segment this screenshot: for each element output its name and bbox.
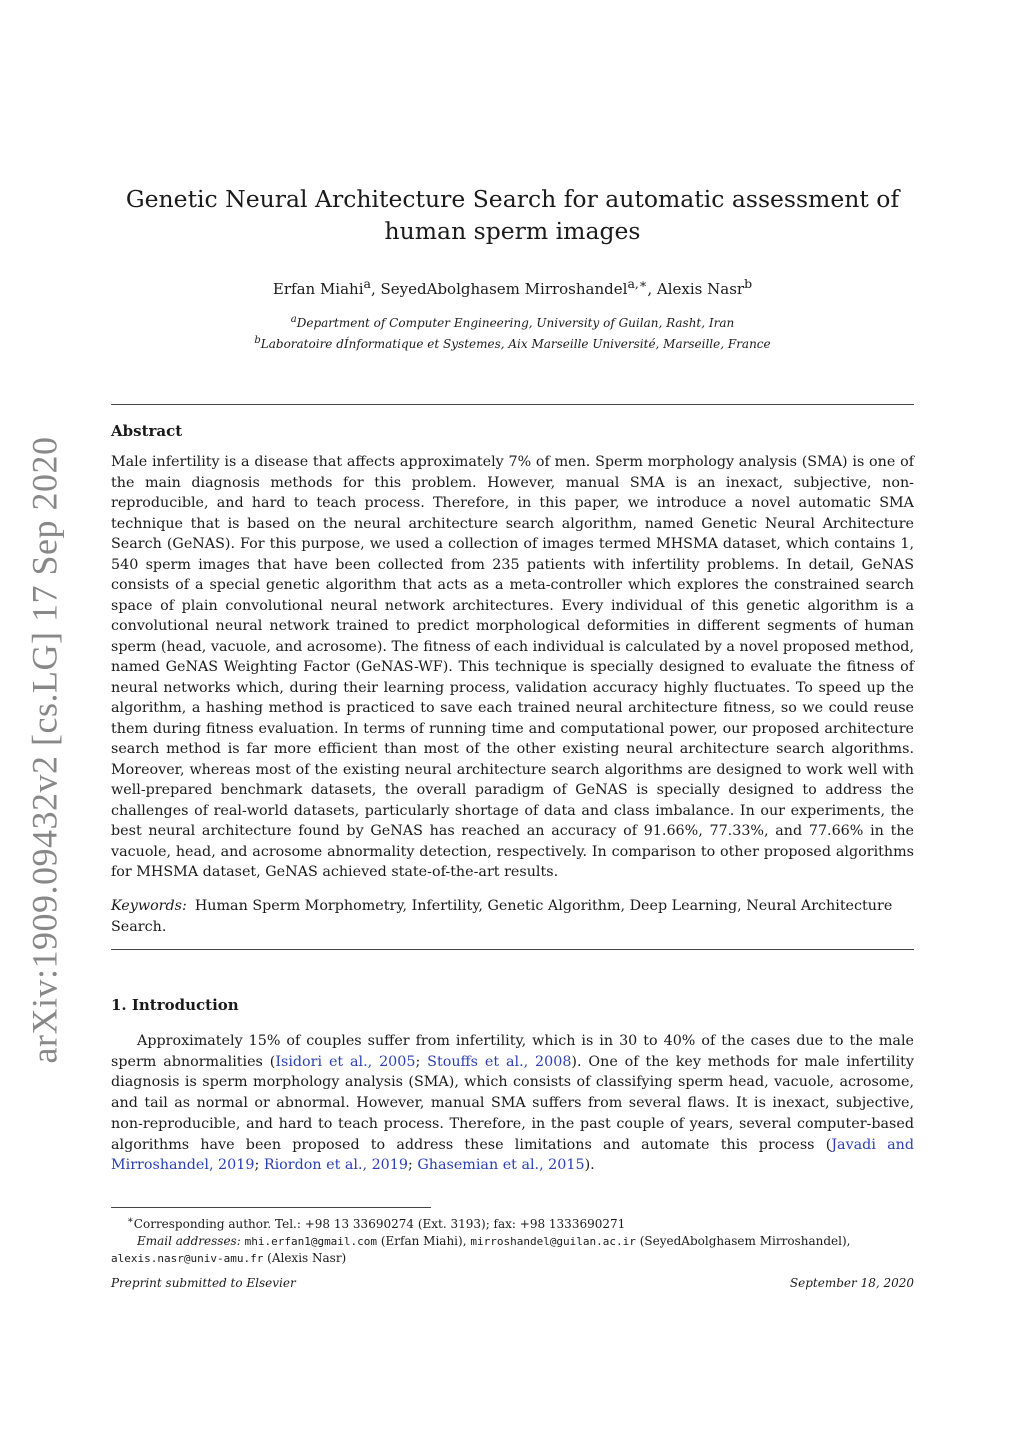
email-owner: (Alexis Nasr) — [263, 1251, 347, 1265]
author-name: Erfan Miahi — [272, 280, 364, 298]
intro-text: ). One of the key methods for male infertility diagnosis is sperm morphology analysis (SMA), which consists of classifying sperm head, vacuole, acrosome, and tail as normal or abnormal. However, manual SMA suffers from several flaws. It is inexact, subjective, non-reproducible, and hard to teach process. Therefore, in the past couple of years, several computer-based algorithms have been proposed to address these limitations and automate this process ( — [111, 1053, 914, 1153]
author-name: SeyedAbolghasem Mirroshandel — [380, 280, 628, 298]
author-affil-mark: b — [744, 276, 753, 291]
author-affil-mark: a — [363, 276, 371, 291]
author-affil-mark: a,∗ — [627, 276, 648, 291]
author-name: Alexis Nasr — [656, 280, 745, 298]
footnote-rule — [111, 1207, 431, 1208]
abstract-text: Male infertility is a disease that affects approximately 7% of men. Sperm morphology analysis (SMA) is one of the main diagnosis methods for this problem. However, manual SMA is an inexact, subjective, non-reproducible, and hard to teach process. Therefore, in this paper, we introduce a novel automatic SMA technique that is based on the neural architecture search algorithm, named Genetic Neural Architecture Search (GeNAS). For this purpose, we used a collection of images termed MHSMA dataset, which contains 1, 540 sperm images that have been collected from 235 patients with infertility problems. In detail, GeNAS consists of a special genetic algorithm that acts as a meta-controller which explores the constrained search space of plain convolutional neural network architectures. Every individual of this genetic algorithm is a convolutional neural network trained to predict morphological deformities in different segments of human sperm (head, vacuole, and acrosome). The fitness of each individual is calculated by a novel proposed method, named GeNAS Weighting Factor (GeNAS-WF). This technique is specially designed to evaluate the fitness of neural networks which, during their learning process, validation accuracy highly fluctuates. To speed up the algorithm, a hashing method is practiced to save each trained neural architecture fitness, so we could reuse them during fitness evaluation. In terms of running time and computational power, our proposed architecture search method is far more efficient than most of the other existing neural architecture search algorithms. Moreover, whereas most of the existing neural architecture search algorithms are designed to work well with well-prepared benchmark datasets, the overall paradigm of GeNAS is specially designed to address the challenges of real-world datasets, particularly shortage of data and class imbalance. In our experiments, the best neural architecture found by GeNAS has reached an accuracy of 91.66%, 77.33%, and 77.66% in the vacuole, head, and acrosome abnormality detection, respectively. In comparison to other proposed algorithms for MHSMA dataset, GeNAS achieved state-of-the-art results. — [111, 454, 914, 880]
email-owner: (SeyedAbolghasem Mirroshandel), — [635, 1234, 851, 1248]
email-link[interactable]: alexis.nasr@univ-amu.fr — [111, 1252, 264, 1265]
keywords — [111, 896, 914, 937]
footer-date: September 18, 2020 — [789, 1276, 914, 1290]
footer-journal: Preprint submitted to Elsevier — [111, 1276, 296, 1290]
email-label: Email addresses: — [137, 1234, 241, 1248]
affil-mark: b — [254, 335, 261, 346]
page-footer — [111, 1276, 914, 1290]
affil-mark: a — [290, 314, 297, 325]
citation-link[interactable]: Riordon et al., 2019 — [263, 1157, 408, 1174]
affiliation-a — [111, 311, 914, 332]
section-heading-introduction: 1. Introduction — [111, 996, 239, 1014]
affiliations — [111, 311, 914, 353]
citation-link[interactable]: Ghasemian et al., 2015 — [417, 1157, 585, 1174]
intro-text: ; — [254, 1157, 264, 1174]
arxiv-stamp-text: arXiv:1909.09432v2 [cs.LG] 17 Sep 2020 — [24, 436, 65, 1064]
abstract-bottom-rule — [111, 949, 914, 950]
footnotes — [111, 1212, 914, 1267]
introduction-paragraph — [111, 1031, 914, 1176]
footnote-text: Corresponding author. Tel.: +98 13 33690274 (Ext. 3193); fax: +98 1333690271 — [133, 1217, 626, 1231]
footnote-mark: ∗ — [127, 1215, 134, 1226]
email-addresses — [111, 1233, 914, 1250]
author-list: Erfan Miahi$^a$, SeyedAbolghasem Mirroshandel$^{a,∗}$, Alexis Nasr$^b$ — [272, 276, 753, 298]
citation-link[interactable]: Stouffs et al., 2008 — [427, 1053, 572, 1070]
intro-text: ). — [584, 1157, 595, 1174]
affiliation-b — [111, 332, 914, 353]
citation-link[interactable]: Javadi and Mirroshandel, 2019 — [111, 1136, 914, 1174]
email-owner: (Erfan Miahi), — [377, 1234, 471, 1248]
email-link[interactable]: mhi.erfan1@gmail.com — [244, 1235, 378, 1248]
keywords-text: Human Sperm Morphometry, Infertility, Genetic Algorithm, Deep Learning, Neural Architecture Search. — [111, 898, 893, 935]
intro-text: ; — [415, 1053, 428, 1070]
keywords-label: Keywords: — [111, 898, 187, 914]
affil-text: Department of Computer Engineering, University of Guilan, Rasht, Iran — [296, 316, 735, 330]
abstract-heading: Abstract — [111, 422, 183, 440]
intro-text: ; — [407, 1157, 418, 1174]
email-addresses-cont — [111, 1250, 914, 1267]
citation-link[interactable]: Isidori et al., 2005 — [275, 1053, 416, 1070]
email-link[interactable]: mirroshandel@guilan.ac.ir — [470, 1235, 636, 1248]
corresponding-author-note — [111, 1212, 914, 1233]
abstract-top-rule — [111, 404, 914, 405]
affil-text: Laboratoire dÍnformatique et Systemes, Aix Marseille Université, Marseille, France — [260, 337, 771, 351]
paper-title: Genetic Neural Architecture Search for automatic assessment of human sperm images — [125, 185, 900, 245]
intro-text: Approximately 15% of couples suffer from infertility, which is in 30 to 40% of the cases due to the male sperm abnormalities ( — [111, 1033, 914, 1070]
arxiv-stamp — [20, 400, 68, 1100]
